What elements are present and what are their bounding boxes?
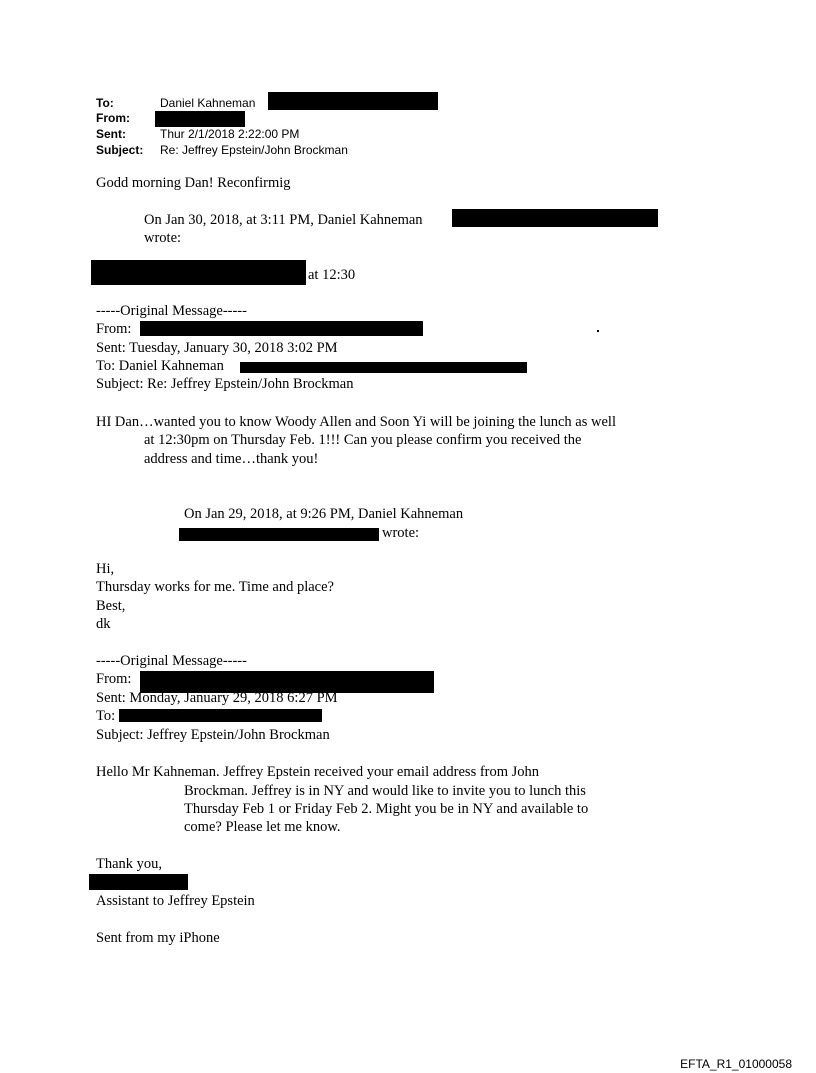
orig-from-line: From:: [96, 321, 132, 337]
greeting-line: Godd morning Dan! Reconfirmig: [96, 175, 291, 191]
quote-attribution: On Jan 29, 2018, at 9:26 PM, Daniel Kahneman: [184, 506, 464, 522]
sign-off-line: Thank you,: [96, 856, 163, 872]
reply-text: at 12:30: [308, 267, 356, 283]
stray-dot: [597, 330, 599, 332]
quote-attribution: On Jan 30, 2018, at 3:11 PM, Daniel Kahneman: [144, 212, 423, 228]
redaction-block: [91, 260, 306, 285]
orig-sent-line: Sent: Monday, January 29, 2018 6:27 PM: [96, 690, 338, 706]
orig-subject-line: Subject: Re: Jeffrey Epstein/John Brockman: [96, 376, 354, 392]
header-subject-label: Subject:: [96, 143, 144, 157]
reply-line: dk: [96, 616, 111, 632]
header-from-label: From:: [96, 111, 130, 125]
message-line: come? Please let me know.: [184, 819, 341, 835]
redaction-block: [155, 111, 245, 127]
message-line: Hello Mr Kahneman. Jeffrey Epstein received your email address from John: [96, 764, 540, 780]
redaction-block: [140, 321, 423, 336]
message-line: at 12:30pm on Thursday Feb. 1!!! Can you please confirm you received the: [144, 432, 582, 448]
message-line: Thursday Feb 1 or Friday Feb 2. Might you be in NY and available to: [184, 801, 589, 817]
quote-attribution-wrote: wrote:: [144, 230, 182, 246]
original-message-separator: -----Original Message-----: [96, 653, 247, 669]
header-sent-value: Thur 2/1/2018 2:22:00 PM: [160, 127, 300, 141]
signature-line: Assistant to Jeffrey Epstein: [96, 893, 255, 909]
document-id: EFTA_R1_01000058: [680, 1057, 792, 1071]
reply-line: Best,: [96, 598, 126, 614]
redaction-block: [119, 709, 322, 722]
orig-to-line: To: Daniel Kahneman: [96, 358, 224, 374]
header-to-value: Daniel Kahneman: [160, 96, 256, 110]
message-line: address and time…thank you!: [144, 451, 319, 467]
reply-line: Hi,: [96, 561, 115, 577]
orig-from-line: From:: [96, 671, 132, 687]
redaction-block: [452, 209, 658, 227]
header-to-label: To:: [96, 96, 114, 110]
orig-sent-line: Sent: Tuesday, January 30, 2018 3:02 PM: [96, 340, 338, 356]
redaction-block: [268, 92, 438, 110]
redaction-block: [240, 362, 527, 373]
orig-subject-line: Subject: Jeffrey Epstein/John Brockman: [96, 727, 330, 743]
message-line: Brockman. Jeffrey is in NY and would like to invite you to lunch this: [184, 783, 586, 799]
redaction-block: [89, 874, 188, 890]
message-line: HI Dan…wanted you to know Woody Allen and Soon Yi will be joining the lunch as well: [96, 414, 616, 430]
quote-attribution-wrote: wrote:: [382, 525, 420, 541]
orig-to-line: To:: [96, 708, 116, 724]
original-message-separator: -----Original Message-----: [96, 303, 247, 319]
redaction-block: [179, 528, 379, 541]
sent-from-line: Sent from my iPhone: [96, 930, 220, 946]
header-subject-value: Re: Jeffrey Epstein/John Brockman: [160, 143, 348, 157]
reply-line: Thursday works for me. Time and place?: [96, 579, 334, 595]
header-sent-label: Sent:: [96, 127, 126, 141]
